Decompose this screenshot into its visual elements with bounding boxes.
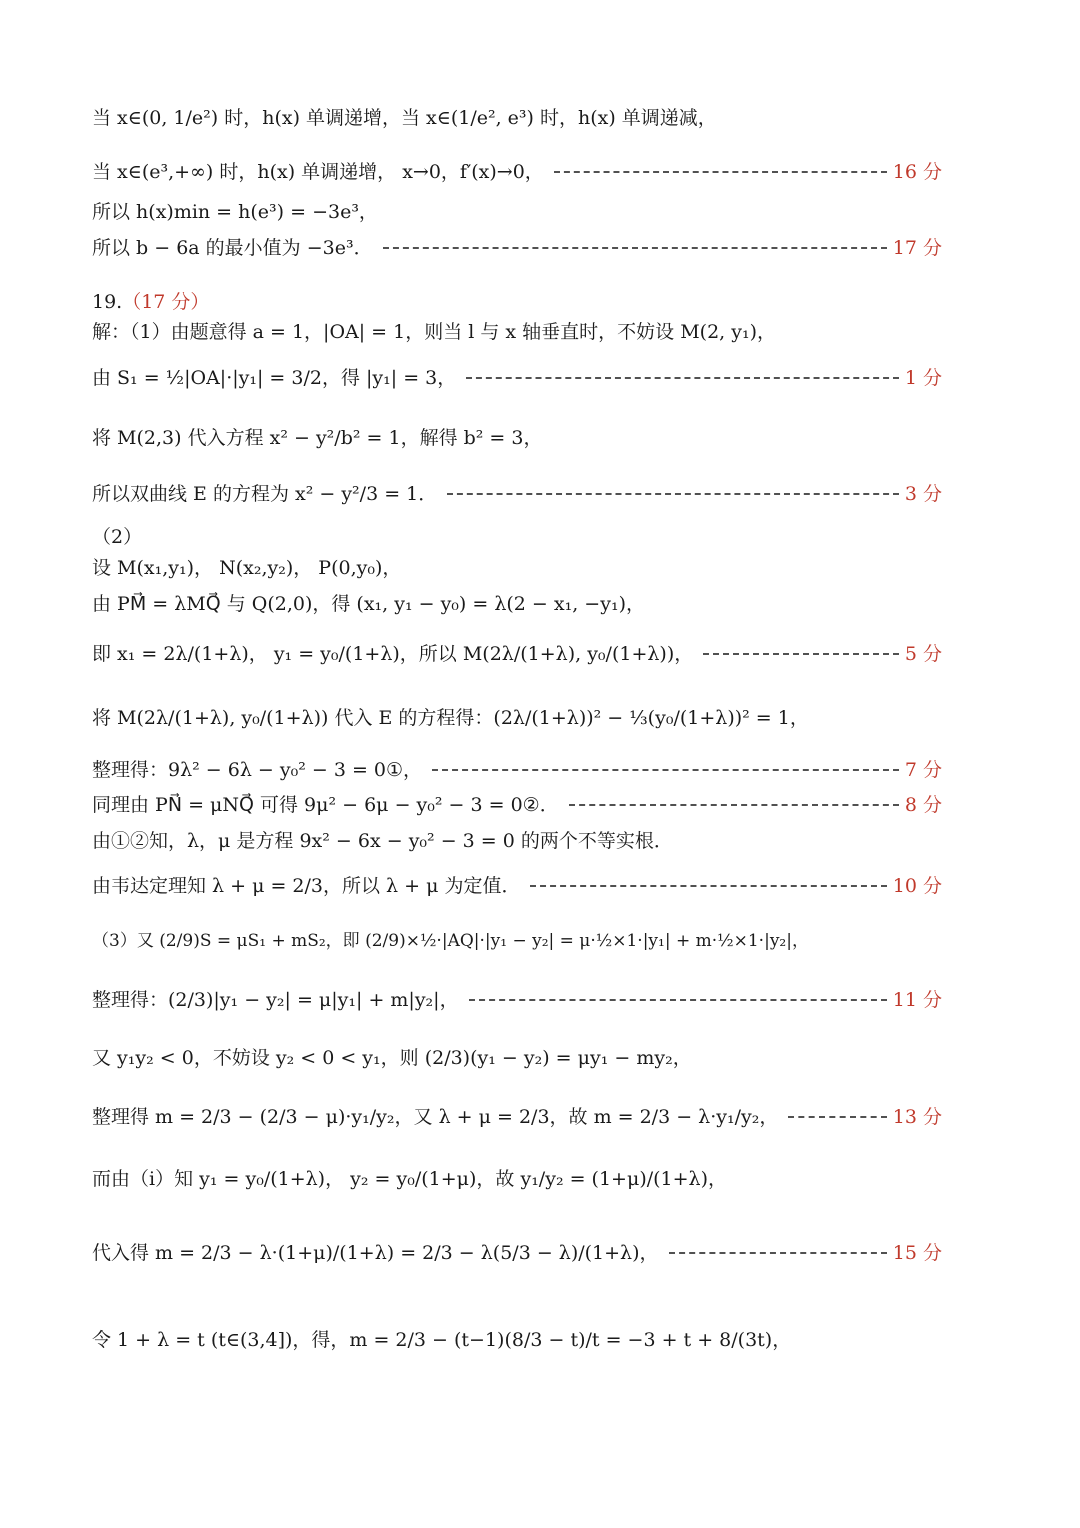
line-text: 令 1 + λ = t (t∈(3,4])，得，m = 2/3 − (t−1)(8/3 − t)/t = −3 + t + 8/(3t)， bbox=[92, 1329, 792, 1351]
line-text: （3）又 (2/9)S = μS₁ + mS₂，即 (2/9)×½·|AQ|·|y₁ − y₂| = μ·½×1·|y₁| + m·½×1·|y₂|， bbox=[92, 931, 809, 951]
solution-line bbox=[92, 368, 942, 389]
solution-line bbox=[92, 202, 942, 223]
leader-dashes bbox=[432, 769, 899, 771]
line-text: 又 y₁y₂ < 0，不妨设 y₂ < 0 < y₁，则 (2/3)(y₁ − y₂) = μy₁ − my₂， bbox=[92, 1047, 692, 1069]
score-mark: 16 分 bbox=[892, 161, 942, 183]
leader-dashes bbox=[703, 653, 899, 655]
question-heading bbox=[92, 292, 942, 313]
line-text: 将 M(2,3) 代入方程 x² − y²/b² = 1，解得 b² = 3， bbox=[92, 427, 543, 449]
line-text: 由 S₁ = ½|OA|·|y₁| = 3/2，得 |y₁| = 3， bbox=[92, 367, 457, 389]
line-text: 解：（1）由题意得 a = 1，|OA| = 1，则当 l 与 x 轴垂直时，不妨设 M(2, y₁)， bbox=[92, 321, 777, 343]
leader-dashes bbox=[469, 999, 887, 1001]
score-mark: 17 分 bbox=[892, 237, 942, 259]
line-text: 当 x∈(0, 1/e²) 时，h(x) 单调递增，当 x∈(1/e², e³) 时，h(x) 单调递减， bbox=[92, 107, 717, 129]
solution-line bbox=[92, 1243, 942, 1264]
solution-line bbox=[92, 238, 942, 259]
solution-line bbox=[92, 322, 942, 343]
line-text: 代入得 m = 2/3 − λ·(1+μ)/(1+λ) = 2/3 − λ(5/3 − λ)/(1+λ)， bbox=[92, 1242, 659, 1264]
line-text: 整理得：(2/3)|y₁ − y₂| = μ|y₁| + m|y₂|， bbox=[92, 989, 459, 1011]
solution-line bbox=[92, 760, 942, 781]
line-text: 而由（i）知 y₁ = y₀/(1+λ)， y₂ = y₀/(1+μ)，故 y₁/y₂ = (1+μ)/(1+λ)， bbox=[92, 1168, 728, 1190]
line-text: 由①②知，λ，μ 是方程 9x² − 6x − y₀² − 3 = 0 的两个不等实根． bbox=[92, 830, 673, 852]
line-text: 整理得 m = 2/3 − (2/3 − μ)·y₁/y₂，又 λ + μ = 2/3，故 m = 2/3 − λ·y₁/y₂， bbox=[92, 1106, 779, 1128]
leader-dashes bbox=[447, 493, 899, 495]
solution-line bbox=[92, 1330, 942, 1351]
line-text: 由 PM⃗ = λMQ⃗ 与 Q(2,0)，得 (x₁, y₁ − y₀) = λ(2 − x₁, −y₁)， bbox=[92, 593, 645, 615]
line-text: 将 M(2λ/(1+λ), y₀/(1+λ)) 代入 E 的方程得：(2λ/(1+λ))² − ⅓(y₀/(1+λ))² = 1， bbox=[92, 707, 809, 729]
score-mark: 11 分 bbox=[892, 989, 942, 1011]
score-mark: 8 分 bbox=[904, 794, 942, 816]
leader-dashes bbox=[466, 377, 899, 379]
solution-line bbox=[92, 108, 942, 129]
solution-line bbox=[92, 1048, 942, 1069]
score-mark: 7 分 bbox=[904, 759, 942, 781]
score-mark: 10 分 bbox=[892, 875, 942, 897]
solution-line bbox=[92, 484, 942, 505]
line-text: 所以 h(x)min = h(e³) = −3e³， bbox=[92, 201, 378, 223]
score-mark: 3 分 bbox=[904, 483, 942, 505]
question-number: 19. bbox=[92, 291, 123, 313]
line-text: 所以双曲线 E 的方程为 x² − y²/3 = 1． bbox=[92, 483, 438, 505]
question-points: （17 分） bbox=[122, 291, 210, 313]
score-mark: 5 分 bbox=[904, 643, 942, 665]
score-mark: 15 分 bbox=[892, 1242, 942, 1264]
score-mark: 1 分 bbox=[904, 367, 942, 389]
solution-line bbox=[92, 162, 942, 183]
solution-line bbox=[92, 1169, 942, 1190]
solution-line bbox=[92, 1107, 942, 1128]
solution-line bbox=[92, 831, 942, 852]
line-text: （2） bbox=[92, 526, 143, 548]
leader-dashes bbox=[669, 1252, 887, 1254]
score-mark: 13 分 bbox=[892, 1106, 942, 1128]
line-text: 所以 b − 6a 的最小值为 −3e³． bbox=[92, 237, 373, 259]
line-text: 同理由 PN⃗ = μNQ⃗ 可得 9μ² − 6μ − y₀² − 3 = 0②． bbox=[92, 794, 559, 816]
line-text: 即 x₁ = 2λ/(1+λ)， y₁ = y₀/(1+λ)，所以 M(2λ/(1+λ), y₀/(1+λ))， bbox=[92, 643, 694, 665]
leader-dashes bbox=[569, 804, 899, 806]
solution-line bbox=[92, 876, 942, 897]
leader-dashes bbox=[530, 885, 886, 887]
solution-line bbox=[92, 644, 942, 665]
solution-line bbox=[92, 558, 942, 579]
solution-line bbox=[92, 990, 942, 1011]
solution-line bbox=[92, 932, 942, 951]
leader-dashes bbox=[788, 1116, 886, 1118]
solution-line bbox=[92, 795, 942, 816]
solution-line bbox=[92, 708, 942, 729]
line-text: 整理得：9λ² − 6λ − y₀² − 3 = 0①， bbox=[92, 759, 423, 781]
line-text: 当 x∈(e³,+∞) 时，h(x) 单调递增， x→0，f′(x)→0， bbox=[92, 161, 544, 183]
line-text: 由韦达定理知 λ + μ = 2/3，所以 λ + μ 为定值． bbox=[92, 875, 521, 897]
leader-dashes bbox=[383, 247, 887, 249]
solution-line bbox=[92, 594, 942, 615]
solution-line bbox=[92, 428, 942, 449]
solution-line bbox=[92, 527, 942, 548]
leader-dashes bbox=[554, 171, 887, 173]
line-text: 设 M(x₁,y₁)， N(x₂,y₂)， P(0,y₀)， bbox=[92, 557, 402, 579]
